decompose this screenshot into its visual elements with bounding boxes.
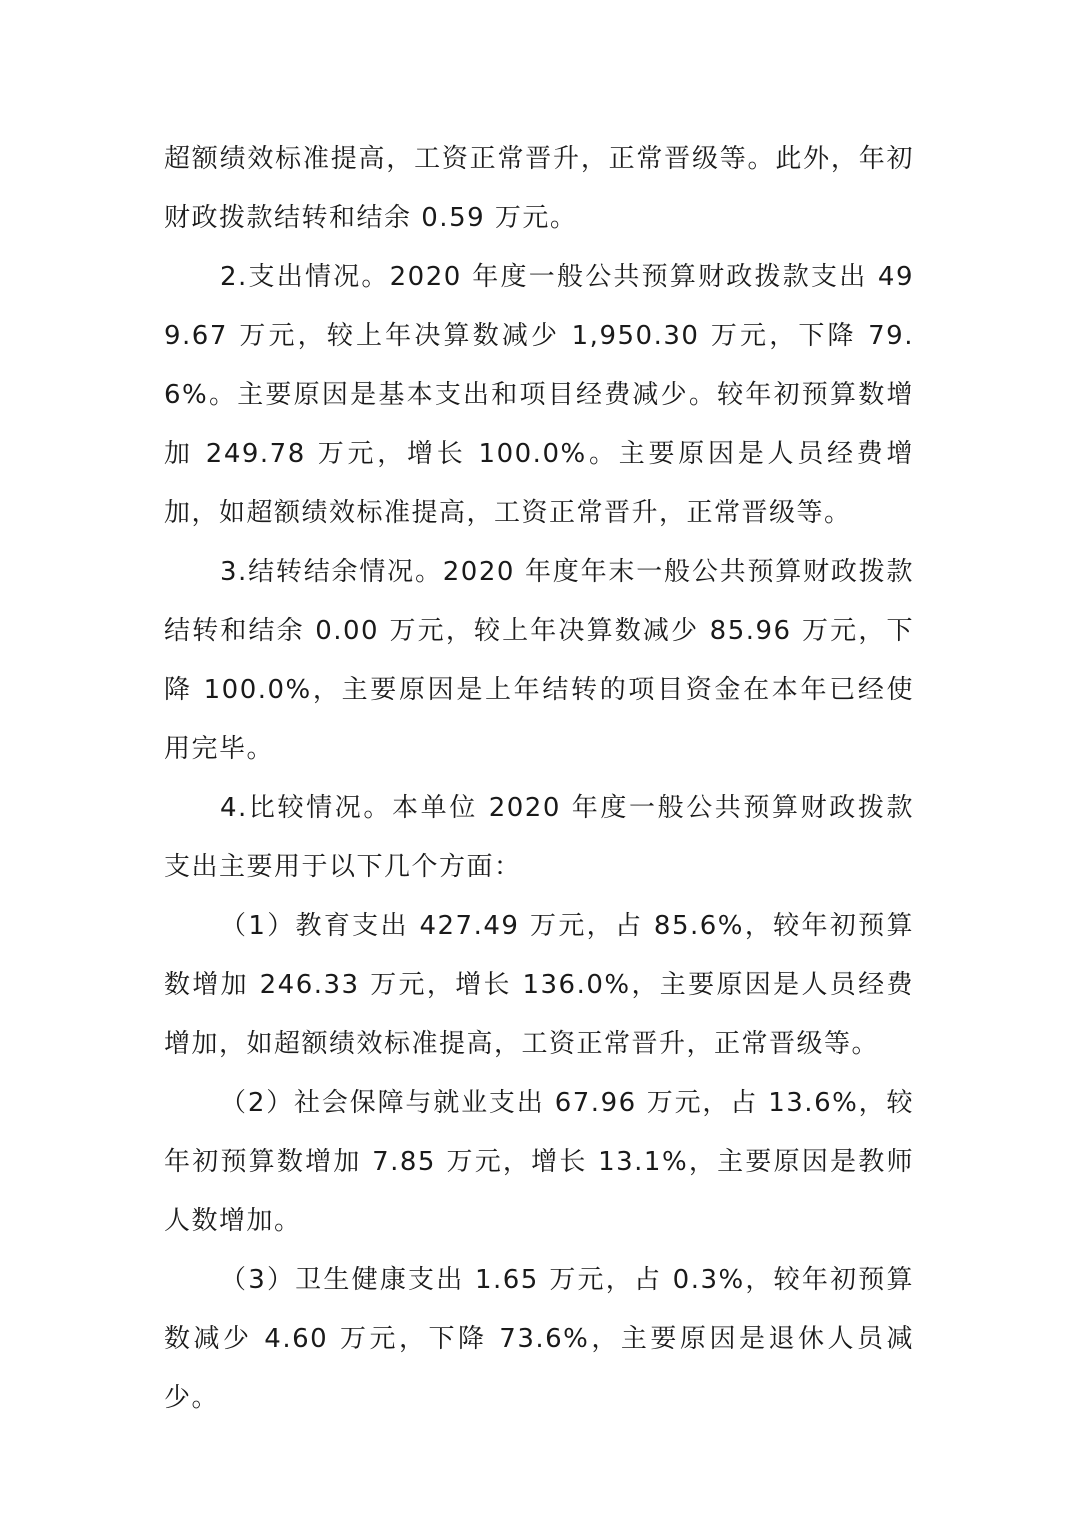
paragraph-carryover: 3.结转结余情况。2020 年度年末一般公共预算财政拨款结转和结余 0.00 万元，较上年决算数减少 85.96 万元，下降 100.0%，主要原因是上年结转的项目资金在本年已经使用完毕。: [164, 557, 914, 764]
paragraph-health: （3）卫生健康支出 1.65 万元，占 0.3%，较年初预算数减少 4.60 万元，下降 73.6%，主要原因是退休人员减少。: [164, 1265, 914, 1413]
paragraph-comparison: 4.比较情况。本单位 2020 年度一般公共预算财政拨款支出主要用于以下几个方面：: [164, 793, 914, 882]
paragraph-expenditure: 2.支出情况。2020 年度一般公共预算财政拨款支出 499.67 万元，较上年决算数减少 1,950.30 万元，下降 79.6%。主要原因是基本支出和项目经费减少。较年初预算数增加 249.78 万元，增长 100.0%。主要原因是人员经费增加，如超额绩效标准提高，工资正常晋升，正常晋级等。: [164, 262, 914, 528]
paragraph-continuation: 超额绩效标准提高，工资正常晋升，正常晋级等。此外，年初财政拨款结转和结余 0.59 万元。: [164, 144, 914, 233]
document-body: [164, 130, 914, 1428]
paragraph-social-security: （2）社会保障与就业支出 67.96 万元，占 13.6%，较年初预算数增加 7.85 万元，增长 13.1%，主要原因是教师人数增加。: [164, 1088, 914, 1236]
paragraph-education: （1）教育支出 427.49 万元，占 85.6%，较年初预算数增加 246.33 万元，增长 136.0%，主要原因是人员经费增加，如超额绩效标准提高，工资正常晋升，正常晋级等。: [164, 911, 914, 1059]
